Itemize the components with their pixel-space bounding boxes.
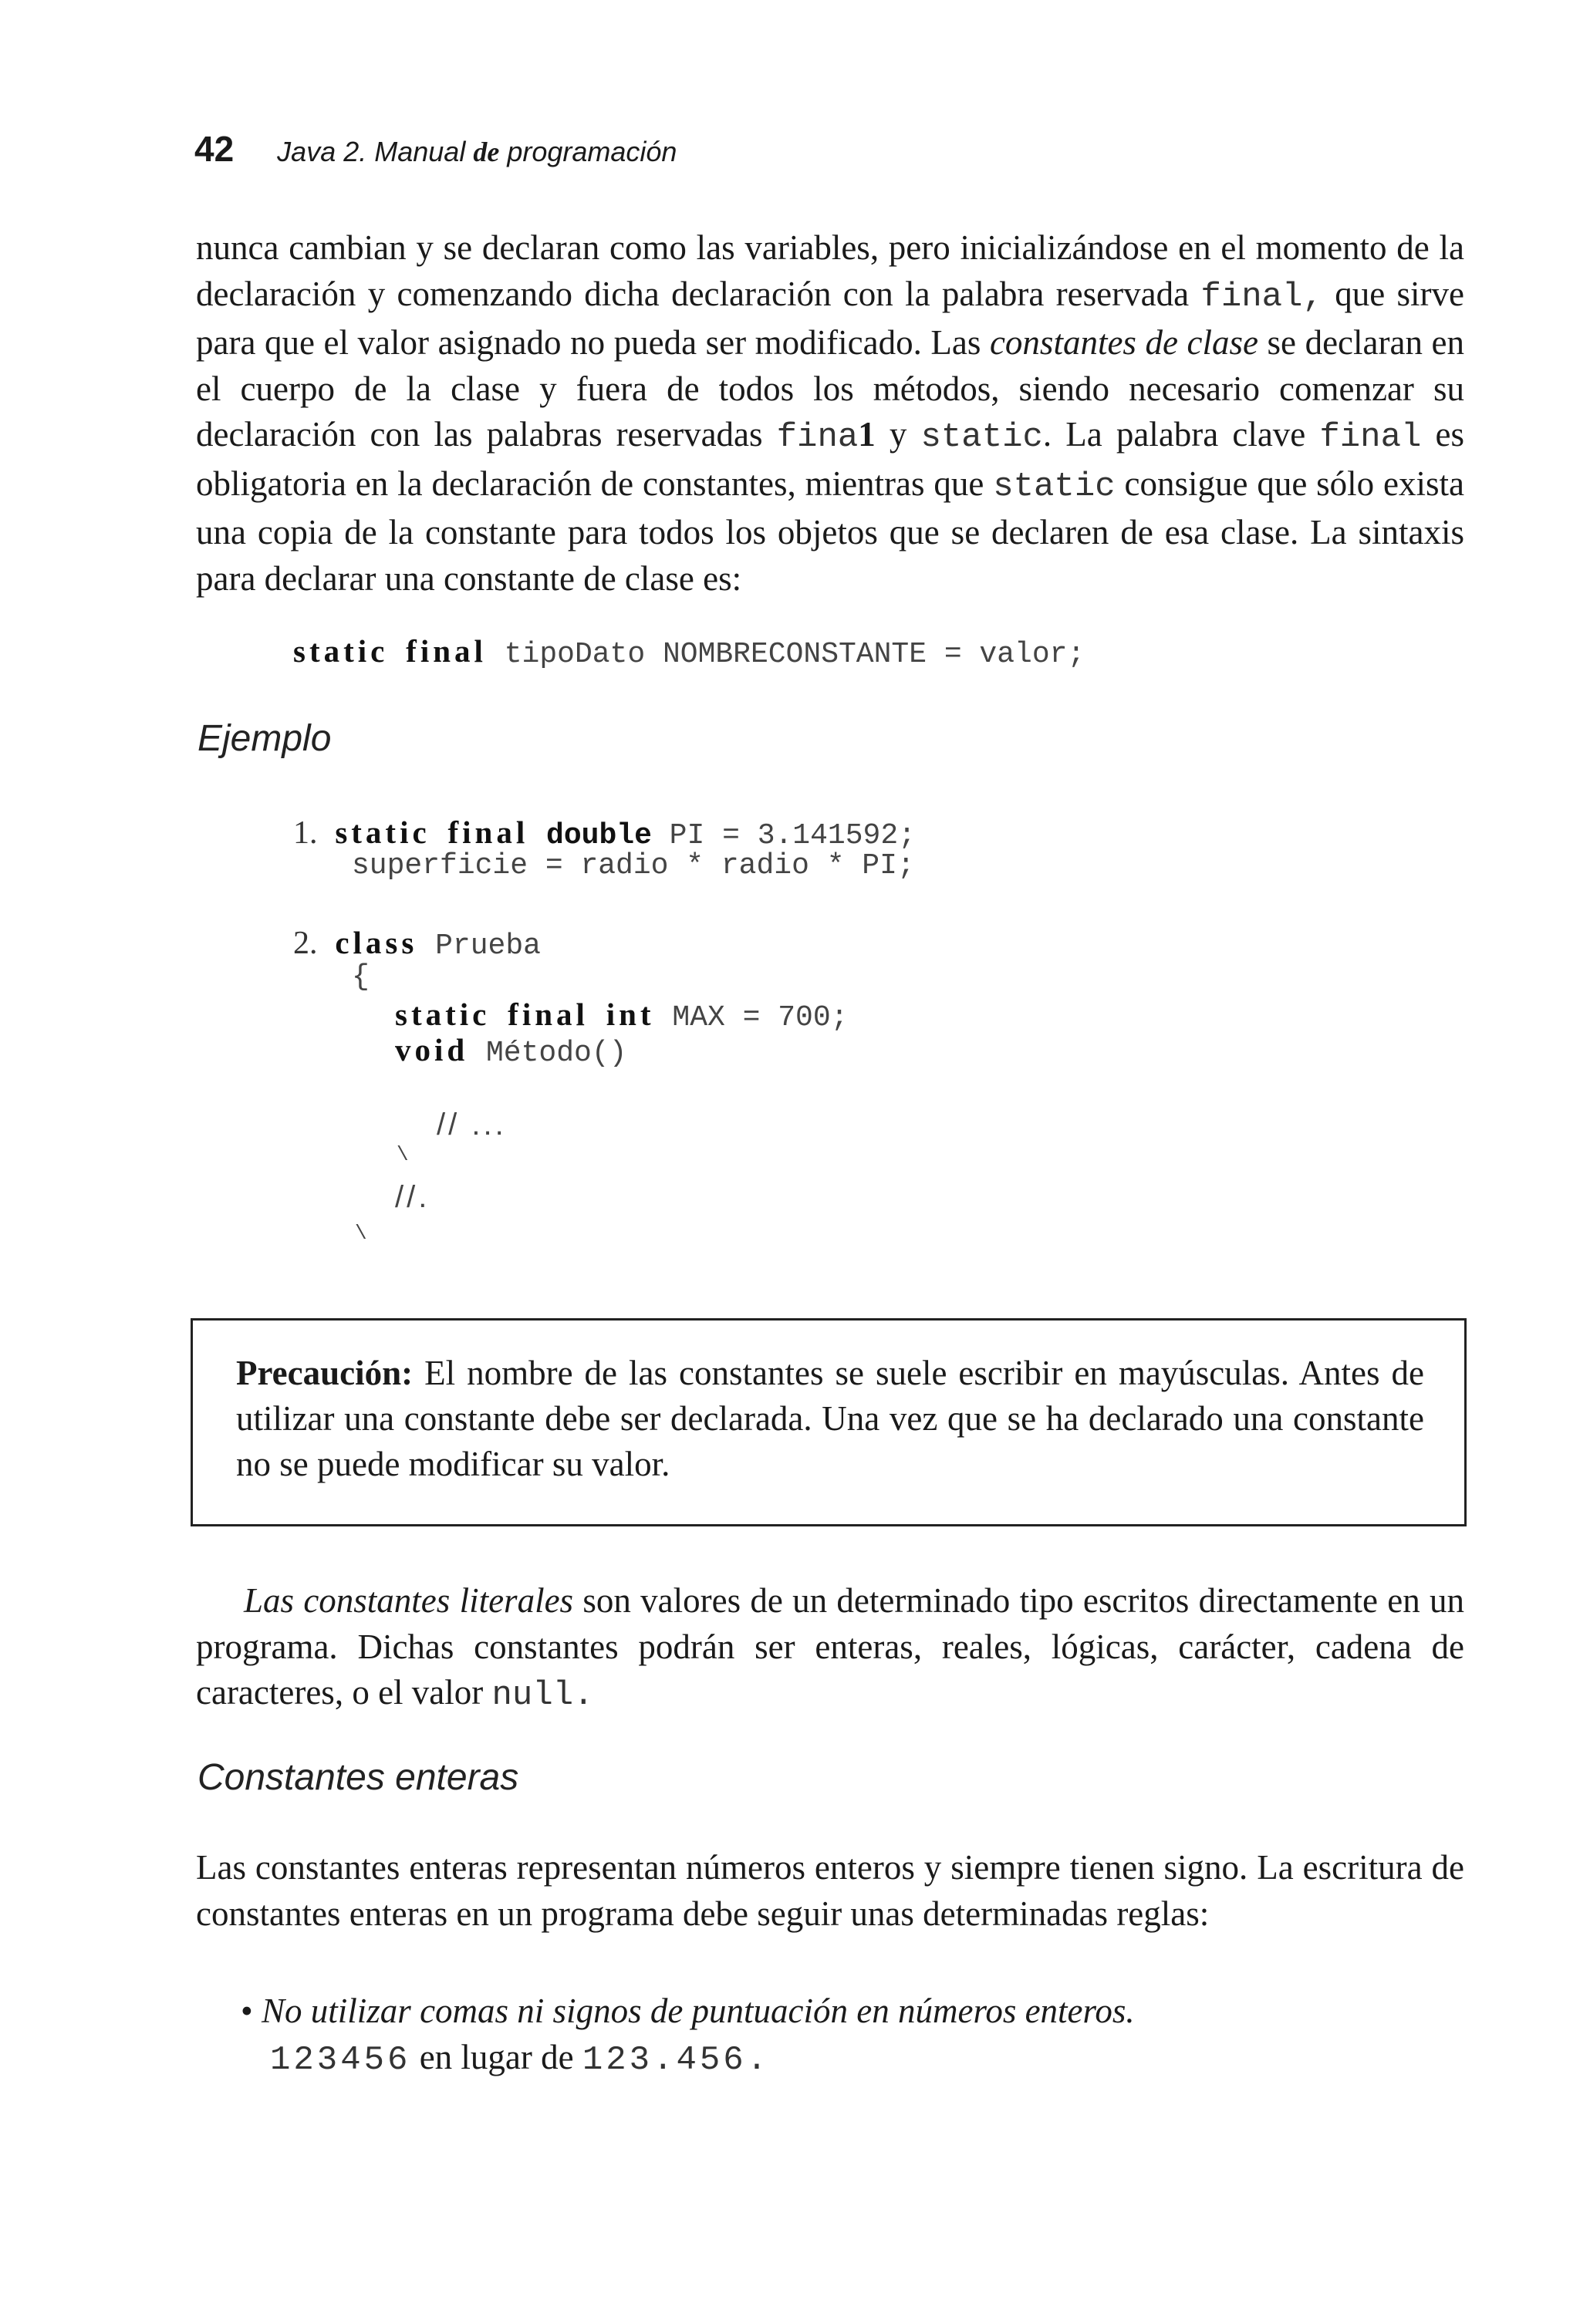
running-title: Java 2. Manual de programación [277,136,677,167]
example-heading: Ejemplo [198,718,332,759]
bullet-icon: • [241,1992,253,2030]
literals-paragraph: Las constantes literales son valores de un determinado tipo escritos directamente en un programa. Dichas constantes podrán ser enteras, reales, lógicas, carácter, cadena de caracteres, o el valor null. [196,1581,1464,1715]
code-line: void Método() [395,1032,627,1070]
intro-paragraph: nunca cambian y se declaran como las variables, pero inicializándose en el momento de la declaración y comenzando dicha declaración con la palabra reservada final, que sirve para que el valor asignado no pueda ser modificado. Las constantes de clase se declaran en el cuerpo de la clase y fuera de todos los métodos, siendo necesario comenzar su declaración con las palabras reservadas fina1 y static. La palabra clave final es obligatoria en la declaración de constantes, mientras que static consigue que sólo exista una copia de la constante para todos los objetos que se declaren de esa clase. La sintaxis para declarar una constante de clase es: [196,228,1465,598]
integers-paragraph: Las constantes enteras representan números enteros y siempre tienen signo. La escritura de constantes enteras en un programa debe seguir unas determinadas reglas: [196,1848,1464,1933]
code-line: //. [395,1180,430,1214]
code-line: \ [355,1222,367,1245]
integers-heading: Constantes enteras [198,1757,519,1798]
code-line: 1. static final double PI = 3.141592; [293,815,916,852]
caution-text: Precaución: El nombre de las constantes se suele escribir en mayúsculas. Antes de utilizar una constante debe ser declarada. Una vez que se ha declarado una constante no se puede modificar su valor. [236,1354,1424,1483]
code-line: static final int MAX = 700; [395,997,849,1034]
code-line: \ [397,1143,409,1166]
rule-bullet: • No utilizar comas ni signos de puntuación en números enteros. [241,1992,1135,2030]
page-number: 42 [194,129,235,169]
code-line: 2. class Prueba [293,925,541,963]
running-header [194,128,677,174]
rule-example: 123456 en lugar de 123.456. [270,2038,771,2079]
syntax-line: static final tipoDato NOMBRECONSTANTE = valor; [293,633,1085,671]
code-line: { [352,960,370,993]
code-line: superficie = radio * radio * PI; [352,849,915,882]
code-line: // ... [437,1108,507,1142]
